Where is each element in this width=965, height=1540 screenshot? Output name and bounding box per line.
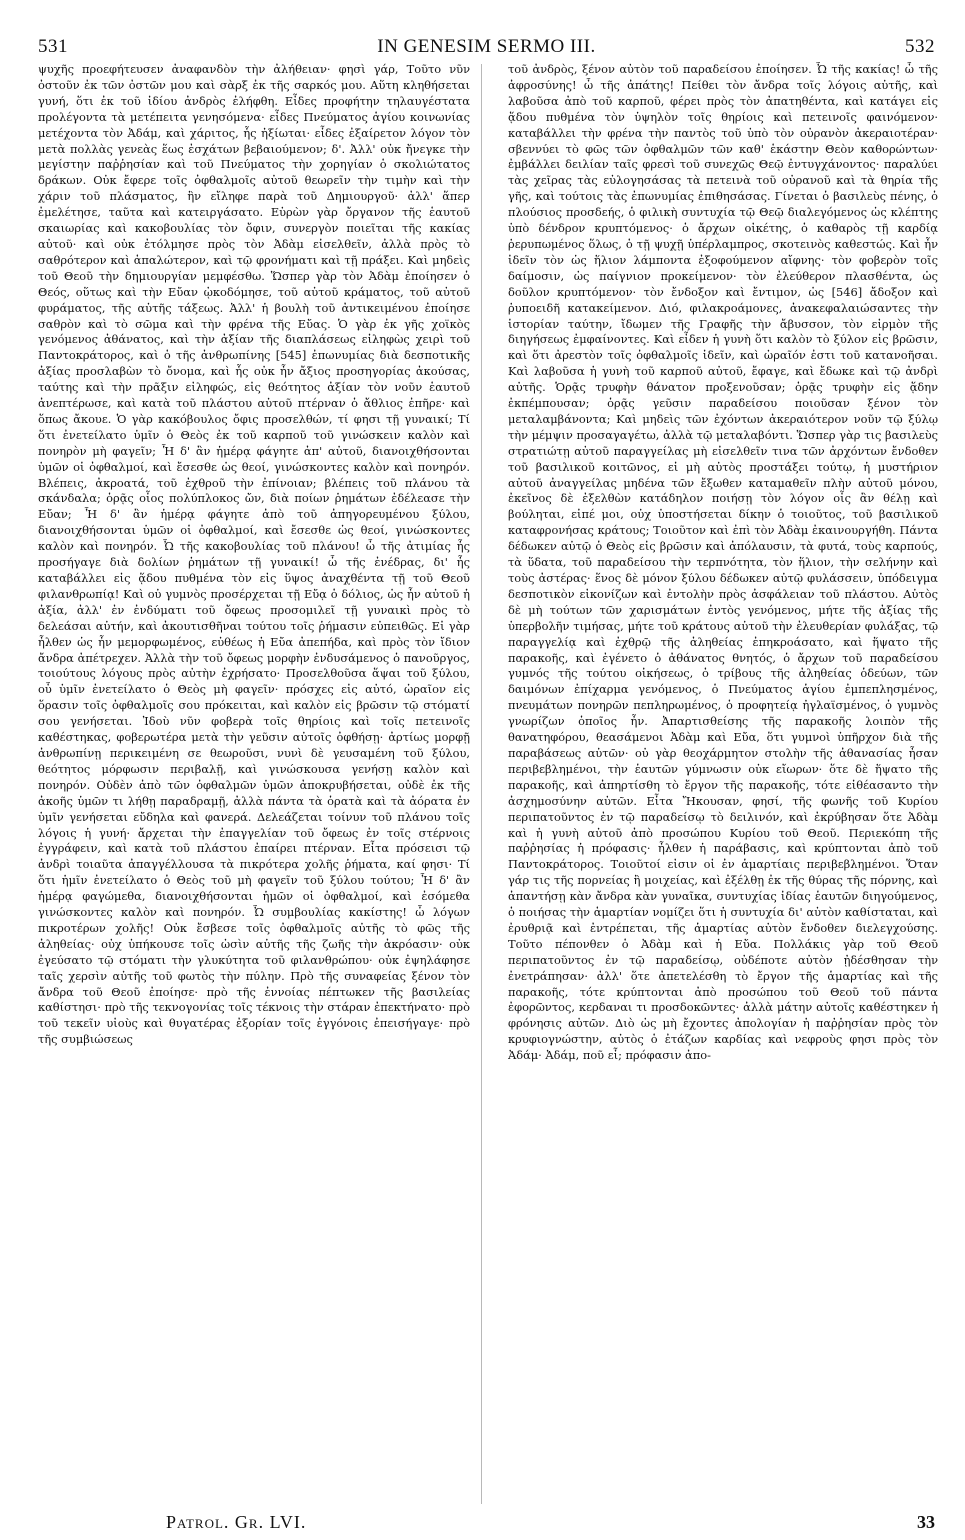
signature-mark: 33 bbox=[917, 1512, 935, 1532]
right-column bbox=[508, 62, 938, 1512]
right-column-text: τοῦ ἀνδρὸς, ξένον αὐτὸν τοῦ παραδείσου ἐποίησεν. Ὦ τῆς κακίας! ὦ τῆς ἀφροσύνης! ὦ τῆς ἀπάτης! Πείθει τὸν ἄνδρα τοῖς λόγοις αὐτῆς, καὶ λαβοῦσα ἀπὸ τοῦ καρποῦ, φέρει πρὸς τὸν ἀπατηθέντα, καὶ κατάγει εἰς ᾅδου πυθμένα τὸν ὑψηλὸν τοῖς θηρίοις καὶ πετεινοῖς φαινόμενον· καταβάλλει τὴν φρένα τὴν παντὸς τοῦ ὑπὸ τὸν οὐρανὸν ἀκεραιοτέραν· σβεννύει τὸ φῶς τῶν ὀφθαλμῶν τῶν καθ' ἑκάστην Θεὸν καθορώντων· ἐμβάλλει δειλίαν ταῖς φρεσὶ τοῦ συνεχῶς Θεῷ ἐντυγχάνοντος· παραλύει τὰς χεῖρας τὰς εὐλογησάσας τὰ πετεινὰ τοῦ οὐρανοῦ καὶ τὰ θηρία τῆς γῆς, καὶ τούτοις τὰς ἐπωνυμίας ἐπιθησάσας. Γίνεται ὁ βασιλεὺς πένης, ὁ πλούσιος προσδεής, ὁ φιλικὴ συντυχία τῷ Θεῷ διαλεγόμενος ὡς κλέπτης ὑπὸ δένδρον κρυπτόμενος· ὁ ἄρχων οἰκέτης, ὁ καθαρὸς τῇ καρδίᾳ ῥερυπωμένος ὅλως, ὁ τῇ ψυχῇ ὑπέρλαμπρος, σκοτεινὸς καθεστώς. Καὶ ἦν ἰδεῖν τὸν ὡς ἥλιον λάμποντα ἐξοφούμενον αἴφνης· τὸν φοβερὸν τοῖς δαίμοσιν, ὡς παίγνιον προκείμενον· τὸν ἐλεύθερον πλασθέντα, ὡς δοῦλον κρυπτόμενον· τὸν ἔνδοξον καὶ ἔντιμον, ὡς [546] ἄδοξον καὶ ῥυποειδῆ κατακείμενον. Διό, φιλακροάμονες, ἀνακεφαλαιώσαντες τὴν ἱστορίαν ταύτην, ἴδωμεν τῆς Γραφῆς τὴν ἄβυσσον, τὸν εἱρμὸν τῆς διηγήσεως ἐμφαίνοντες. Καὶ εἶδεν ἡ γυνὴ ὅτι καλὸν τὸ ξύλον εἰς βρῶσιν, καὶ ὅτι ἀρεστὸν τοῖς ὀφθαλμοῖς ἰδεῖν, καὶ ὡραῖόν ἐστι τοῦ κατανοῆσαι. Καὶ λαβοῦσα ἡ γυνὴ τοῦ καρποῦ αὐτοῦ, ἔφαγε, καὶ ἔδωκε καὶ τῷ ἀνδρὶ αὐτῆς. Ὁρᾷς τρυφὴν θάνατον προξενοῦσαν; ὁρᾷς τρυφὴν εἰς ᾅδην ἐκπέμπουσαν; ὁρᾷς γεῦσιν παραδείσου ποιοῦσαν ξένον τὸν μεταλαμβάνοντα; Καὶ μηδεὶς τῶν ἐχόντων ἀκεραιότερον νοῦν τῷ ξύλῳ τὴν μέμψιν προσαγαγέτω, ἀλλὰ τῷ μεταλαβόντι. Ὥσπερ γὰρ τις βασιλεὺς στρατιώτῃ αὐτοῦ παραγγείλας μὴ εἰσελθεῖν τινα τῶν ἀρχόντων ἔνδοθεν τοῦ βασιλικοῦ κοιτῶνος, εἰ μὴ αὐτὸς προστάξει τούτῳ, ἡ μυστήριον αὐτοῦ ἀναγγείλας μηδένα τῶν ἔξωθεν καταμαθεῖν πλὴν αὐτοῦ μόνου, ἐκεῖνος δὲ ἐξελθὼν κατάδηλον ποιήσῃ τὸν λόγον οἷς ἂν θέλῃ καὶ βούληται, εἰπέ μοι, οὐχ ὑποστήσεται δίκην ὁ τοιοῦτος, τοῦ βασιλικοῦ καταφρονήσας κράτους; Τοιοῦτον καὶ ἐπὶ τὸν Ἀδὰμ ἐκαινουργήθη. Πάντα δέδωκεν αὐτῷ ὁ Θεὸς εἰς βρῶσιν καὶ ἀπόλαυσιν, τὰ φυτά, τοὺς καρπούς, τὰ ὕδατα, τοῦ παραδείσου τὴν τερπνότητα, τὸν ἥλιον, τὴν σελήνην καὶ τοὺς ἀστέρας· ἕνος δὲ μόνον ξύλου δέδωκεν αὐτῷ φυλάσσειν, ὑπόδειγμα δεσποτικὸν εἰκονίζων καὶ ἐντολὴν πρὸς ἀσφάλειαν τοῦ πλάστου. Αὐτὸς δὲ μὴ τούτων τῶν χαρισμάτων ἐντὸς γενόμενος, μήτε τῆς ἀξίας τῆς ὑπερβολῆν τιμήσας, μήτε τοῦ κράτους αὐτοῦ τὴν ἐλευθερίαν φυλάξας, τῷ παραγγελίᾳ καὶ ἐχθρῷ τῆς ἀληθείας ἐπηκροάσατο, καὶ ἥψατο τῆς παρακοῆς, καὶ ἐγένετο ὁ ἀθάνατος θνητός, ὁ ἄρχων τοῦ παραδείσου γυμνός τῆς τούτου οἰκήσεως, ὁ τρίβους τῆς ἀληθείας ὁδεύων, τῶν δαιμόνων ἐπίχαρμα γενόμενος, ὁ Πνεύματος ἁγίου ἐμπεπλησμένος, πνευμάτων πονηρῶν πεπληρωμένος, ὁ προφητείᾳ ἠγλαϊσμένος, ὁ γυμνὸς γνωρίζων ὁποῖος ἦν. Ἀπαρτισθείσης τῆς παρακοῆς λοιπὸν τῆς θανατηφόρου, θεασάμενοι Ἀδὰμ καὶ Εὔα, ὅτι γυμνοὶ ὑπῆρχον διὰ τῆς παραβάσεως αὐτῶν· οὐ γὰρ θεοχάρμητον στολὴν τῆς ἀθανασίας ἦσαν περιβεβλημένοι, τὴν ἑαυτῶν γύμνωσιν οὐκ εἴωρων· ὅτε δὲ ἥψατο τῆς παρακοῆς, καὶ ἀπηρτίσθη τὸ ἔργον τῆς παρακοῆς, τότε εἰθέασαντο τὴν ἀσχημοσύνην αὐτῶν. Εἶτα Ἤκουσαν, φησί, τῆς φωνῆς τοῦ Κυρίου περιπατοῦντος ἐν τῷ παραδείσῳ τὸ δειλινόν, καὶ ἐκρύβησαν ὅτε Ἀδὰμ καὶ ἡ γυνὴ αὐτοῦ ἀπὸ προσώπου Κυρίου τοῦ Θεοῦ. Περιεκόπη τῆς παῤῥησίας ἡ πρόφασις· ἦλθεν ἡ παράβασις, καὶ κρύπτονται ἀπὸ τοῦ Παντοκράτορος. Τοιοῦτοί εἰσιν οἱ ἐν ἁμαρτίαις περιβεβλημένοι. Ὅταν γάρ τις τῆς πορνείας ἢ μοιχείας, καὶ ἐξέλθῃ ἐκ τῆς θύρας τῆς πόρνης, καὶ ἀπαντήσῃ κὰν ἄνδρα κὰν γυναῖκα, συντυχίας ἰδίας ἑαυτῶν διηγούμενος, ὁ ποιήσας τὴν ἁμαρτίαν νομίζει ὅτι ἡ συντυχία δι' αὐτὸν καθίσταται, καὶ ἐρυθριᾷ καὶ ἐντρέπεται, τῆς ἁμαρτίας αὐτὸν ἔνδοθεν διελεγχούσης. Τοῦτο πέπονθεν ὁ Ἀδὰμ καὶ ἡ Εὔα. Πολλάκις γὰρ τοῦ Θεοῦ περιπατοῦντος ἐν τῷ παραδείσῳ, οὐδέποτε αὐτὸν ᾐδέσθησαν τὴν ἐνετράπησαν· ἀλλ' ὅτε ἀπετελέσθη τὸ ἔργον τῆς ἁμαρτίας καὶ τῆς παρακοῆς, τότε κρύπτονται ἀπὸ προσώπου τοῦ Θεοῦ τοῦ πάντα ἐφορῶντος, κερδαναι τι προσδοκῶντες· ἀλλὰ μάτην αὐτοῖς καθέστηκεν ἡ φρόνησις αὐτῶν. Διὸ ὡς μὴ ἔχοντες ἀπολογίαν ἡ παῤῥησίαν πρὸς τὸν κρυφιογνώστην, αὐτὸς ὁ ἐτάζων καρδίας καὶ νεφροὺς φησι πρὸς τὸν Ἀδάμ· Ἀδάμ, ποῦ εἶ; πρόφασιν ἀπο- bbox=[508, 62, 938, 1063]
page-number-left: 531 bbox=[38, 36, 68, 57]
volume-label: Patrol. Gr. LVI. bbox=[166, 1512, 307, 1532]
running-header bbox=[38, 14, 935, 57]
column-divider bbox=[481, 64, 482, 1504]
running-title: IN GENESIM SERMO III. bbox=[377, 36, 596, 57]
page-footer bbox=[38, 1512, 935, 1536]
left-column bbox=[38, 62, 470, 1512]
page-number-right: 532 bbox=[905, 36, 935, 57]
left-column-text: ψυχῆς προεφήτευσεν ἀναφανδὸν τὴν ἀλήθειαν· φησὶ γάρ, Τοῦτο νῦν ὀστοῦν ἐκ τῶν ὀστῶν μου καὶ σὰρξ ἐκ τῆς σαρκός μου. Αὕτη κληθήσεται γυνή, ὅτι ἐκ τοῦ ἰδίου ἀνδρὸς ἐλήφθη. Εἶδες προφήτην τηλαυγέστατα προλέγοντα τὰ μετέπειτα γενησόμενα· εἶδες Πνεύματος ἁγίου κοινωνίας μετέχοντα τὸν Ἀδάμ, καὶ χάριτος, ἧς ἠξίωται· εἶδες ἐξαίρετον λόγον τὸν μετὰ πολλὰς γενεὰς ἕως ἐσχάτων βεβαιούμενον; δ'. Ἀλλ' οὐκ ἤνεγκε τὴν μεγίστην παῤῥησίαν καὶ τοῦ Πνεύματος τὴν χορηγίαν ὁ σκολιώτατος δράκων. Οὐκ ἔφερε τοῖς ὀφθαλμοῖς αὐτοῦ θεωρεῖν τὴν τιμὴν καὶ τὴν χάριν τοῦ πλάσματος, ἣν εἴληφε παρὰ τοῦ Δημιουργοῦ· ἀλλ' ἅπερ ἐμελέτησε, ταῦτα καὶ κατειργάσατο. Εὑρὼν γὰρ ὄργανον τῆς ἑαυτοῦ σκαιωρίας καὶ κακοβουλίας τὸν ὄφιν, συνεργὸν ποιεῖται τῆς κακίας αὐτοῦ· καὶ οὐκ ἐτόλμησε πρὸς τὸν Ἀδὰμ εἰσελθεῖν, ἀλλὰ πρὸς τὸ σαθρότερον καὶ ἁπαλώτερον, καὶ τῷ φρονήματι καὶ τῇ πράξει. Καὶ μηδεὶς τοῦ Θεοῦ τὴν δημιουργίαν μεμφέσθω. Ὥσπερ γὰρ τὸν Ἀδὰμ ἐποίησεν ὁ Θεός, οὕτως καὶ τὴν Εὔαν ᾠκοδόμησε, τοῦ αὐτοῦ κράματος, τοῦ αὐτοῦ φυράματος, τῆς αὐτῆς τάξεως. Ἀλλ' ἡ βουλὴ τοῦ ἀντικειμένου ἐποίησε σαθρὸν καὶ τὸ σῶμα καὶ τὴν φρένα τῆς Εὔας. Ὁ γὰρ ἐκ γῆς χοϊκὸς γενόμενος ἀθάνατος, καὶ τὴν ἀξίαν τῆς διαπλάσεως εἰληφὼς χειρὶ τοῦ Παντοκράτορος, καὶ ὁ τῆς ἀνθρωπίνης [545] ἐπωνυμίας διὰ δεσποτικῆς ἀξίας προσλαβὼν τὸ ὄνομα, καὶ ἧς οὐκ ἦν ἄξιος προσηγορίας ἀκούσας, ταύτης καὶ τὴν πρᾶξιν εἰληφώς, εἰς θεότητος ἀξίαν τὸν νοῦν ἑαυτοῦ ἀνεπτέρωσε, καὶ κατὰ τοῦ πλάστου αὐτοῦ πτέρναν ὁ ἄθλιος ἐπῆρε· καὶ ὅπως ἄκουε. Ὁ γὰρ κακόβουλος ὄφις προσελθών, τί φησι τῇ γυναικί; Τί ὅτι ἐνετείλατο ὑμῖν ὁ Θεὸς ἐκ τοῦ καρποῦ τοῦ γινώσκειν καλὸν καὶ πονηρὸν μὴ φαγεῖν; Ἧ δ' ἂν ἡμέρᾳ φάγητε ἀπ' αὐτοῦ, διανοιχθήσονται ὑμῶν οἱ ὀφθαλμοί, καὶ ἔσεσθε ὡς θεοί, γινώσκοντες καλὸν καὶ πονηρόν. Βλέπεις, ἀκροατά, τοῦ ἐχθροῦ τὴν ἐπίνοιαν; βλέπεις τοῦ πλάνου τὰ σκάνδαλα; ὁρᾷς οἷος πολύπλοκος ὤν, διὰ ποίων ῥημάτων ἐδέλεασε τὴν Εὔαν; Ἧ δ' ἂν ἡμέρᾳ φάγητε ἀπὸ τοῦ ἀπηγορευμένου ξύλου, διανοιχθήσονται ὑμῶν οἱ ὀφθαλμοί, καὶ ἔσεσθε ὡς θεοί, γινώσκοντες καλὸν καὶ πονηρόν. Ὦ τῆς κακοβουλίας τοῦ πλάνου! ὦ τῆς ἀτιμίας ἧς προσήγαγε διὰ δολίων ῥημάτων τῇ γυναικί! ὦ τῆς ἐνέδρας, δι' ἧς καταβάλλει εἰς ᾅδου πυθμένα τὸν εἰς ὕψος ἀναχθέντα τῇ τοῦ Θεοῦ φιλανθρωπίᾳ! Καὶ οὐ γυμνὸς προσέρχεται τῇ Εὔᾳ ὁ δόλιος, ὡς ἦν αὐτοῦ ἡ ἀξία, ἀλλ' ἐν ἐνδύματι τοῦ ὄφεως προσομιλεῖ τῇ γυναικὶ πρὸς τὸ δελεάσαι αὐτήν, καὶ ἀκουτισθῆναι τούτου τοῖς ῥήμασιν εὐπειθῶς. Εἰ γὰρ ἦλθεν ὡς ἦν μεμορφωμένος, εὐθέως ἡ Εὔα ἀπεπήδα, καὶ πρὸς τὸν ἴδιον ἄνδρα ἀπέτρεχεν. Ἀλλὰ τὴν τοῦ ὄφεως μορφὴν ἐνδυσάμενος ὁ πανοῦργος, τοιούτους λόγους πρὸς αὐτὴν ἐχρήσατο· Προσελθοῦσα ἅψαι τοῦ ξύλου, οὗ ὑμῖν ἐνετείλατο ὁ Θεὸς μὴ φαγεῖν· πρόσχες εἰς αὐτό, ὡραῖον εἰς ὅρασιν τοῖς ὀφθαλμοῖς σου πρόκειται, καὶ καλὸν εἰς βρῶσιν τῷ στόματί σου γενήσεται. Ἰδοὺ νῦν φοβερὰ τοῖς θηρίοις καὶ τοῖς πετεινοῖς καθέστηκας, φοβερωτέρα μετὰ τὴν γεῦσιν αὐτοῖς ὀφθήσῃ· ἀρτίως μορφῇ ἀνθρωπίνῃ περικειμένη σε θεωροῦσι, νυνὶ δὲ γευσαμένη τοῦ ξύλου, θεότητος μόρφωσιν περιβαλῇ, καὶ γινώσκουσα γενήσῃ καλὸν καὶ πονηρόν. Οὐδὲν ἀπὸ τῶν ὀφθαλμῶν ὑμῶν ἀποκρυβήσεται, οὐδὲ ἐκ τῆς ἀκοῆς ὑμῶν τι λήθῃ παραδραμῇ, ἀλλὰ πάντα τὰ ὁρατὰ καὶ τὰ ἀόρατα ἐν ὑμῖν γενήσεται εὔδηλα καὶ φανερά. Δελεάζεται τοίνυν τοῦ πλάνου τοῖς λόγοις ἡ γυνή· ἄρχεται τὴν ἐπαγγελίαν τοῦ ὄφεως ἐν τοῖς στέρνοις ἐγγράφειν, καὶ κατὰ τοῦ πλάστου ἐπαίρει πτέρναν. Εἶτα πρόσεισι τῷ ἀνδρὶ τοιαῦτα ἀπαγγέλλουσα τὰ πικρότερα χολῆς ῥήματα, καί φησι· Τί ὅτι ἡμῖν ἐνετείλατο ὁ Θεὸς τοῦ μὴ φαγεῖν τοῦ ξύλου τούτου; Ἧ δ' ἂν ἡμέρᾳ φαγώμεθα, διανοιχθήσονται ἡμῶν οἱ ὀφθαλμοί, καὶ ἐσόμεθα γινώσκοντες καλὸν καὶ πονηρόν. Ὦ συμβουλίας κακίστης! ὦ λόγων πικροτέρων χολῆς! Οὐκ ἔσβεσε τοῖς ὀφθαλμοῖς αὐτῆς τὸ φῶς τῆς ἀληθείας· οὐχ ὑπήκουσε τοῖς ὠσὶν αὐτῆς τῆς ζωῆς τὴν ἀκρόασιν· οὐκ ἐγεύσατο τῷ στόματι τὴν γλυκύτητα τοῦ φιλανθρώπου· οὐκ ἐψηλάφησε ταῖς χερσὶν αὐτῆς τοῦ φωτὸς τὴν πύλην. Πρὸ τῆς συναφείας ξένον τὸν ἄνδρα τοῦ Θεοῦ ἐποίησε· πρὸ τῆς ἐννοίας πέπτωκεν τῆς βασιλείας καθίστησι· πρὸ τῆς τεκνογονίας τοῖς τέκνοις τὴν στάραν ἐπεκτήνατο· πρὸ τοῦ τεκεῖν υἱοὺς καὶ θυγατέρας ἐξορίαν τοῖς ἐγγόνοις ἐπεισήγαγε· πρὸ τῆς συμβιώσεως bbox=[38, 62, 470, 1047]
